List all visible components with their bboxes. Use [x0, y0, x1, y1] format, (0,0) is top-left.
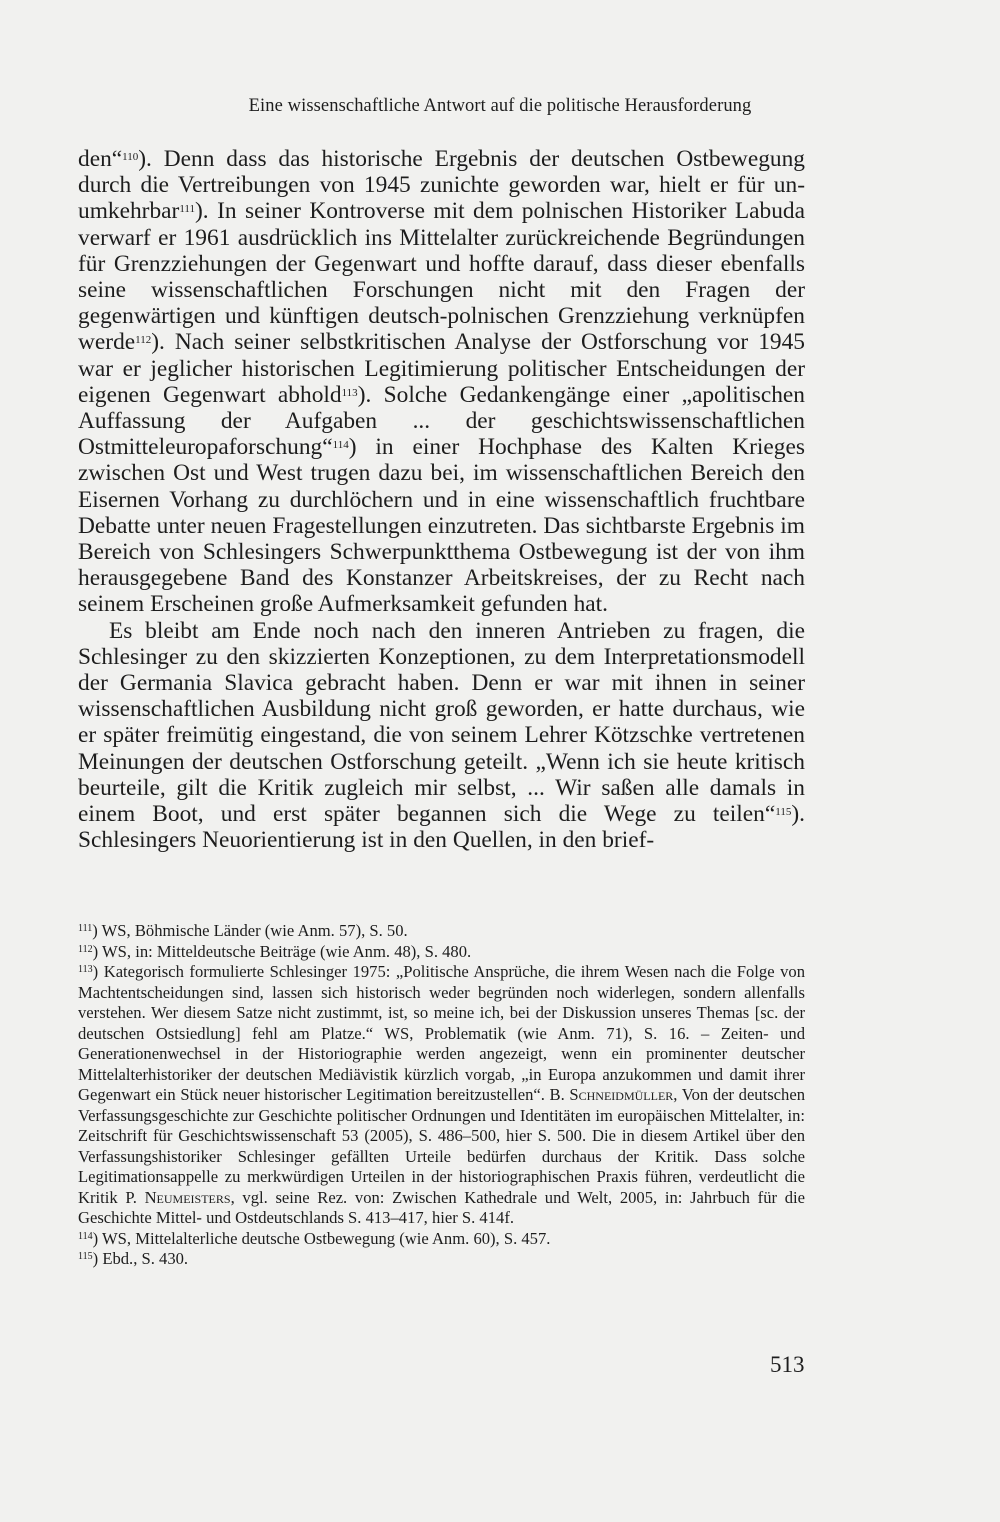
text-run: ) WS, Böhmische Länder (wie Anm. 57), S. 50. — [92, 921, 408, 940]
author-name: Neumeisters — [144, 1187, 231, 1207]
footnote-111 — [78, 921, 805, 942]
footnote-reference: 110 — [122, 151, 139, 163]
running-head: Eine wissenschaftliche Antwort auf die politische Herausforderung — [248, 96, 752, 116]
text-run: ). Denn dass das historische Ergebnis der deutschen Ostbewegung durch die Vertreibungen von 1945 zunichte geworden war, hielt er für unumkehrbar — [78, 146, 805, 225]
footnote-114 — [78, 1229, 805, 1250]
text-run: ) in einer Hochphase des Kalten Krieges zwischen Ost und West trugen dazu bei, im wissenschaftlichen Bereich den Eisernen Vorhang zu durchlöchern und in eine wissenschaftlich fruchtbare Debatte unter neuen Fragestellungen einzutreten. Das sichtbarste Ergebnis im Bereich von Schlesingers Schwerpunktthema Ostbewegung ist der von ihm herausgegebene Band des Konstanzer Arbeitskreises, der zu Recht nach seinem Erscheinen große Aufmerksamkeit gefunden hat. — [78, 434, 805, 618]
author-name: Schneidmüller — [569, 1085, 674, 1104]
footnote-number: 115 — [78, 1251, 93, 1262]
footnote-reference: 114 — [332, 439, 349, 452]
footnote-number: 111 — [78, 923, 93, 934]
text-run: ). Solche Gedankengänge einer „apolitischen Auffassung der Aufgaben ... der geschichtswissenschaftlichen Ostmitteleuropaforschung“ — [78, 381, 805, 461]
footnote-number: 114 — [78, 1230, 93, 1242]
footnote-reference: 111 — [179, 203, 196, 216]
footnote-reference: 115 — [775, 806, 792, 819]
footnote-number: 113 — [78, 964, 93, 975]
text-run: ) WS, Mittelalterliche deutsche Ostbewegung (wie Anm. 60), S. 457. — [92, 1228, 551, 1248]
footnotes — [78, 921, 805, 1270]
text-run: , vgl. seine Rez. von: Zwischen Kathedrale und Welt, 2005, in: Jahrbuch für die Geschichte Mittel- und Ostdeutschlands S. 413–417, hier S. 414f. — [78, 1187, 805, 1227]
text-run: ) Kategorisch formulierte Schlesinger 1975: „Politische Ansprüche, die ihrem Wesen nach die Folge von Machtentscheidungen sind, lassen sich historisch weder begründen noch widerlegen, sondern allenfalls verstehen. Wer diesem Satze nicht zustimmt, ist, so meine ich, bei der Diskussion unseres Themas [sc. der deutschen Ostsiedlung] fehl am Platze.“ WS, Problematik (wie Anm. 71), S. 16. – Zeiten- und Generationenwechsel in der Historiographie werden angezeigt, wenn ein prominenter deutscher Mittelalterhistoriker der deutschen Mediävistik kürzlich vorgab, „in Europa anzukommen und damit ihrer Gegenwart ein Stück neuer historischer Legitimation bereitzustellen“. B. — [78, 962, 805, 1104]
body-paragraph — [78, 146, 805, 618]
footnote-115 — [78, 1249, 805, 1270]
text-run: ) Ebd., S. 430. — [92, 1249, 189, 1268]
text-run: , Von der deutschen Verfassungsgeschichte zur Geschichte politischer Ordnungen und Identitäten im europäischen Mittelalter, in: Zeitschrift für Geschichtswissenschaft 53 (2005), S. 486–500, hier S. 500. Die in diesem Artikel über den Verfassungshistoriker Schlesinger gefällten Urteile bedürfen durchaus der Kritik. Dass solche Legitimationsappelle zu merkwürdigen Urteilen in der historiographischen Praxis führen, verdeutlicht die Kritik P. — [78, 1085, 805, 1207]
footnote-number: 112 — [78, 943, 93, 955]
main-text — [78, 146, 805, 853]
footnote-reference: 113 — [341, 386, 358, 399]
text-run: ). Schlesingers Neuorientierung ist in den Quellen, in den brief- — [78, 801, 805, 854]
text-run: den“ — [78, 146, 123, 172]
footnote-112 — [78, 942, 805, 963]
text-run: Es bleibt am Ende noch nach den inneren Antrieben zu fragen, die Schlesinger zu den skizzierten Konzeptionen, zu dem Interpretationsmodell der Germania Slavica gebracht haben. Denn er war mit ihnen in seiner wissenschaftlichen Ausbildung nicht groß geworden, er hatte durchaus, wie er später freimütig eingestand, die von seinem Lehrer Kötzschke vertretenen Meinungen der deutschen Ostforschung geteilt. „Wenn ich sie heute kritisch beurteile, gilt die Kritik zugleich mir selbst, ... Wir saßen alle damals in einem Boot, und erst später begannen sich die Wege zu teilen“ — [78, 617, 805, 828]
text-run: ). In seiner Kontroverse mit dem polnischen Historiker Labuda verwarf er 1961 ausdrücklich ins Mittelalter zurückreichende Begründungen für Grenzziehungen der Gegenwart und hoffte darauf, dass dieser ebenfalls seine wissenschaftlichen Forschungen nicht mit den Fragen der gegenwärtigen und künftigen deutsch-polnischen Grenzziehung verknüpfen werde — [78, 198, 805, 356]
text-run: ) WS, in: Mitteldeutsche Beiträge (wie Anm. 48), S. 480. — [92, 941, 472, 961]
body-paragraph — [78, 618, 805, 854]
page-number: 513 — [770, 1352, 805, 1377]
text-run: ). Nach seiner selbstkritischen Analyse der Ostforschung vor 1945 war er jeglicher historischen Legitimierung politischer Entscheidungen der eigenen Gegenwart abhold — [78, 329, 805, 408]
footnote-113 — [78, 962, 805, 1229]
footnote-reference: 112 — [135, 334, 152, 347]
